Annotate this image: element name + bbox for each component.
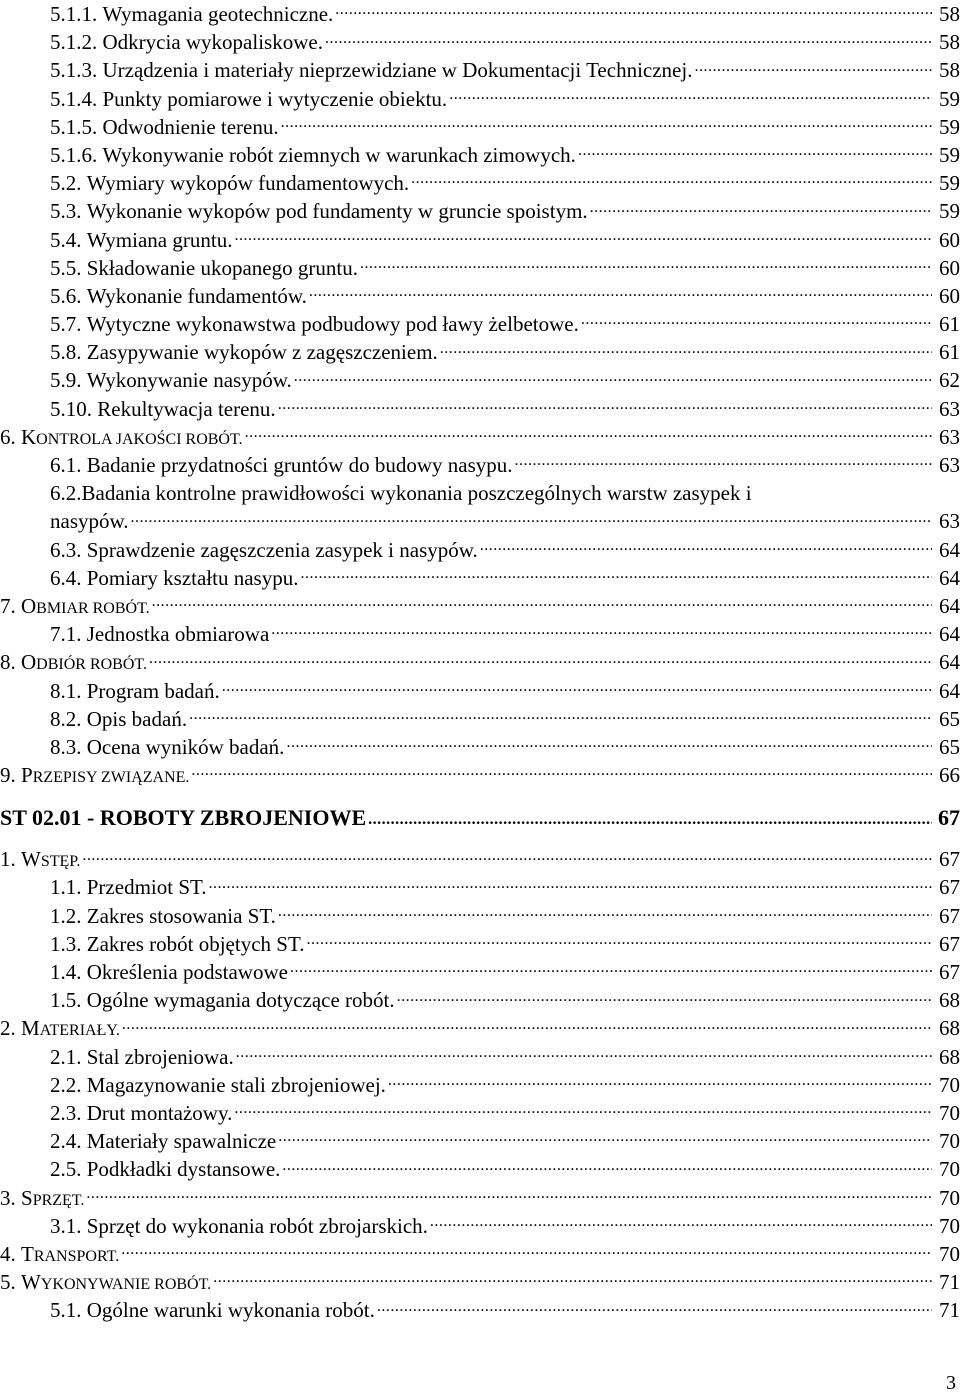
toc-entry[interactable] — [0, 141, 960, 169]
dot-leader — [278, 902, 932, 923]
toc-entry[interactable] — [0, 197, 960, 225]
toc-entry-title: Wykonywanie robót ziemnych w warunkach zimowych. — [102, 142, 576, 167]
toc-entry-title-initial: K — [21, 424, 37, 449]
toc-entry-number: 2.3. — [50, 1100, 82, 1125]
toc-entry-title: nasypów. — [50, 509, 129, 534]
toc-entry-page: 70 — [939, 1072, 960, 1097]
toc-entry-line — [0, 930, 960, 958]
toc-entry-title — [21, 648, 147, 679]
toc-entry-title: Stal zbrojeniowa. — [86, 1044, 234, 1069]
toc-entry-line — [0, 873, 960, 901]
toc-entry[interactable] — [0, 902, 960, 930]
toc-entry-page: 59 — [939, 199, 960, 224]
toc-entry-line — [0, 226, 960, 254]
toc-entry[interactable] — [0, 113, 960, 141]
toc-entry-title-initial: T — [21, 1241, 34, 1266]
toc-entry-title: Punkty pomiarowe i wytyczenie obiektu. — [102, 86, 448, 111]
toc-entry[interactable] — [0, 85, 960, 113]
toc-entry-page: 71 — [939, 1298, 960, 1323]
toc-entry-line — [0, 733, 960, 761]
toc-entry-number: 5.7. — [50, 312, 82, 337]
toc-entry[interactable] — [0, 986, 960, 1014]
toc-entry-title: Wymiana gruntu. — [86, 227, 233, 252]
toc-entry-number: 6.3. — [50, 537, 82, 562]
toc-entry-page: 67 — [939, 931, 960, 956]
toc-entry-line — [0, 310, 960, 338]
toc-entry-title: Sprzęt do wykonania robót zbrojarskich. — [86, 1213, 428, 1238]
toc-entry-line — [0, 169, 960, 197]
dot-leader — [578, 141, 932, 162]
toc-entry-page: 70 — [939, 1241, 960, 1266]
toc-entry[interactable] — [0, 451, 960, 479]
toc-entry-title-initial: P — [21, 763, 33, 788]
toc-entry-title: Ocena wyników badań. — [86, 734, 285, 759]
toc-entry[interactable] — [0, 282, 960, 310]
toc-entry-title: Urządzenia i materiały nieprzewidziane w Dokumentacji Technicznej. — [102, 58, 693, 83]
toc-entry-number: 6. — [0, 424, 16, 449]
toc-entry-number: 9. — [0, 763, 16, 788]
toc-entry-page: 59 — [939, 86, 960, 111]
toc-entry-line — [0, 197, 960, 225]
dot-leader — [82, 845, 932, 866]
toc-entry[interactable] — [0, 1184, 960, 1212]
dot-leader — [189, 705, 932, 726]
dot-leader — [245, 423, 932, 444]
dot-leader — [440, 338, 932, 359]
toc-entry-page: 67 — [939, 847, 960, 872]
toc-entry-page: 62 — [939, 368, 960, 393]
toc-entry[interactable] — [0, 930, 960, 958]
toc-entry-number: 5.3. — [50, 199, 82, 224]
toc-entry[interactable] — [0, 338, 960, 366]
toc-entry-page: 64 — [939, 650, 960, 675]
toc-entry-number: 5.4. — [50, 227, 82, 252]
toc-entry[interactable] — [0, 564, 960, 592]
toc-entry[interactable] — [0, 958, 960, 986]
toc-entry-title-rest: BMIAR ROBÓT. — [36, 599, 150, 617]
toc-entry-page: 68 — [939, 1016, 960, 1041]
toc-entry-number: 5.10. — [50, 396, 92, 421]
toc-entry-title: Określenia podstawowe — [86, 960, 288, 984]
toc-entry-line — [0, 845, 960, 876]
dot-leader — [278, 395, 932, 416]
toc-entry-line — [0, 85, 960, 113]
toc-entry-page: 59 — [939, 142, 960, 167]
toc-entry-page: 66 — [939, 763, 960, 788]
toc-entry[interactable] — [0, 1099, 960, 1127]
toc-entry-number: 5.6. — [50, 283, 82, 308]
toc-entry-title: Pomiary kształtu nasypu. — [86, 565, 299, 590]
toc-entry[interactable] — [0, 479, 960, 535]
toc-entry-line — [0, 1127, 960, 1155]
page-number: 3 — [946, 1372, 956, 1394]
toc-entry-title: Wymiary wykopów fundamentowych. — [86, 171, 410, 196]
toc-entry-number: 6.2. — [50, 481, 82, 506]
toc-entry-title: Ogólne wymagania dotyczące robót. — [86, 988, 395, 1013]
toc-entry-title: Ogólne warunki wykonania robót. — [86, 1298, 375, 1323]
toc-entry-title: Odkrycia wykopaliskowe. — [102, 30, 323, 55]
toc-entry-title-initial: O — [21, 650, 37, 675]
toc-entry-title — [21, 1240, 119, 1271]
toc-entry-number: 8.2. — [50, 706, 82, 731]
toc-entry-number: 5. — [0, 1270, 16, 1295]
toc-entry[interactable] — [0, 1155, 960, 1183]
toc-entry-title: Odwodnienie terenu. — [102, 114, 279, 139]
dot-leader — [368, 803, 932, 825]
toc-entry-number: 7. — [0, 593, 16, 618]
toc-entry[interactable] — [0, 761, 960, 789]
dot-leader — [191, 761, 932, 782]
dot-leader — [271, 620, 932, 641]
toc-entry-title: Rekultywacja terenu. — [97, 396, 276, 421]
dot-leader — [480, 536, 932, 557]
toc-entry-title-rest: ONTROLA JAKOŚCI ROBÓT. — [36, 430, 243, 448]
toc-entry-number: 8. — [0, 650, 16, 675]
dot-leader — [411, 169, 932, 190]
toc-entry-line — [0, 536, 960, 564]
toc-entry-page: 63 — [939, 453, 960, 477]
toc-entry-line — [0, 677, 960, 705]
dot-leader — [122, 1014, 932, 1035]
dot-leader — [281, 113, 932, 134]
toc-entry-line — [0, 423, 960, 454]
toc-entry-title: Opis badań. — [86, 706, 188, 731]
toc-entry-number: 5.1.6. — [50, 142, 98, 167]
toc-entry-title — [21, 761, 189, 792]
dot-leader — [309, 282, 932, 303]
toc-entry[interactable] — [0, 592, 960, 620]
toc-entry-number: 5.1.2. — [50, 30, 98, 55]
toc-entry-number: 2.4. — [50, 1129, 82, 1154]
toc-entry-page: 64 — [939, 565, 960, 590]
toc-entry-line — [0, 592, 960, 623]
toc-entry-page: 67 — [939, 960, 960, 984]
toc-entry-number: 5.1. — [50, 1298, 82, 1323]
toc-entry-page: 67 — [939, 903, 960, 928]
dot-leader — [581, 310, 932, 331]
toc-entry-page: 71 — [939, 1270, 960, 1295]
dot-leader — [360, 254, 932, 275]
toc-entry-line — [0, 395, 960, 423]
toc-entry-page: 70 — [939, 1129, 960, 1154]
toc-entry-line — [0, 1099, 960, 1127]
toc-entry-number: 5.1.1. — [50, 2, 98, 26]
toc-entry-number: 1.1. — [50, 875, 82, 900]
toc-entry-title — [21, 423, 243, 454]
dot-leader — [300, 564, 932, 585]
toc-entry[interactable] — [0, 1268, 960, 1296]
section-header-page: 67 — [938, 805, 960, 831]
dot-leader — [121, 1240, 932, 1261]
dot-leader — [335, 0, 932, 21]
dot-leader — [377, 1296, 932, 1317]
toc-entry-page: 70 — [939, 1100, 960, 1125]
toc-entry-line — [0, 113, 960, 141]
toc-entry[interactable] — [0, 310, 960, 338]
toc-entry-page: 59 — [939, 171, 960, 196]
toc-entry-line — [0, 479, 960, 507]
toc-entry-number: 5.2. — [50, 171, 82, 196]
toc-entry-page: 58 — [939, 2, 960, 26]
toc-entry-number: 8.1. — [50, 678, 82, 703]
toc-entry-page: 70 — [939, 1157, 960, 1182]
dot-leader — [234, 1099, 932, 1120]
toc-entry-number: 1.5. — [50, 988, 82, 1013]
toc-entry-page: 65 — [939, 734, 960, 759]
toc-entry-line — [0, 564, 960, 592]
toc-entry-page: 68 — [939, 988, 960, 1013]
toc-entry-number: 3.1. — [50, 1213, 82, 1238]
toc-entry-page: 60 — [939, 255, 960, 280]
toc-entry-page: 61 — [939, 340, 960, 365]
dot-leader — [286, 733, 932, 754]
toc-entry-page: 64 — [939, 622, 960, 647]
toc-entry-title — [21, 1184, 84, 1215]
dot-leader — [294, 366, 932, 387]
dot-leader — [515, 451, 932, 472]
toc-entry-title: Jednostka obmiarowa — [86, 622, 270, 647]
toc-entry-line — [0, 56, 960, 84]
toc-entry-number: 6.1. — [50, 453, 82, 477]
dot-leader — [282, 1155, 932, 1176]
toc-entry-number: 5.8. — [50, 340, 82, 365]
dot-leader — [590, 197, 932, 218]
toc-entry-line — [0, 1212, 960, 1240]
toc-entry-page: 70 — [939, 1213, 960, 1238]
toc-entry-title — [21, 845, 80, 876]
toc-entry-number: 6.4. — [50, 565, 82, 590]
toc-entry[interactable] — [0, 648, 960, 676]
toc-entry-title: Podkładki dystansowe. — [86, 1157, 281, 1182]
toc-entry[interactable] — [0, 56, 960, 84]
toc-entry-line — [0, 141, 960, 169]
toc-entry-title: Sprawdzenie zagęszczenia zasypek i nasypów. — [86, 537, 478, 562]
toc-entry-title-rest: RANSPORT. — [33, 1247, 120, 1265]
toc-entry-line — [0, 902, 960, 930]
toc-entry[interactable] — [0, 395, 960, 423]
toc-entry-line — [0, 1296, 960, 1324]
toc-entry[interactable] — [0, 1296, 960, 1324]
toc-entry-line — [0, 986, 960, 1014]
toc-entry-line — [0, 507, 960, 535]
toc-entry-title: Badania kontrolne prawidłowości wykonania poszczególnych warstw zasypek i — [81, 481, 752, 506]
toc-entry-number: 2.5. — [50, 1157, 82, 1182]
toc-entry-line — [0, 958, 960, 986]
toc-entry[interactable] — [0, 169, 960, 197]
toc-entry[interactable] — [0, 873, 960, 901]
dot-leader — [397, 986, 932, 1007]
toc-entry-number: 4. — [0, 1241, 16, 1266]
toc-entry[interactable] — [0, 423, 960, 451]
toc-entry-page: 60 — [939, 227, 960, 252]
toc-entry-page: 68 — [939, 1044, 960, 1069]
toc-entry-number: 1.2. — [50, 903, 82, 928]
toc-entry[interactable] — [0, 28, 960, 56]
toc-entry-page: 63 — [939, 509, 960, 534]
toc-entry-title: Wykonywanie nasypów. — [86, 368, 292, 393]
toc-entry[interactable] — [0, 254, 960, 282]
toc-entry-page: 70 — [939, 1185, 960, 1210]
toc-entry-page: 64 — [939, 678, 960, 703]
toc-entry-page: 63 — [939, 424, 960, 449]
toc-entry-line — [0, 1043, 960, 1071]
dot-leader — [86, 1184, 932, 1205]
dot-leader — [388, 1071, 932, 1092]
toc-entry-line — [0, 366, 960, 394]
toc-entry-number: 5.5. — [50, 255, 82, 280]
toc-entry-number: 5.1.5. — [50, 114, 98, 139]
toc-entry-title: Program badań. — [86, 678, 220, 703]
dot-leader — [694, 56, 932, 77]
toc-entry-title: Zasypywanie wykopów z zagęszczeniem. — [86, 340, 438, 365]
toc-entry-page: 61 — [939, 312, 960, 337]
toc-entry-number: 8.3. — [50, 734, 82, 759]
toc-entry[interactable] — [0, 0, 960, 28]
toc-entry-title: Zakres robót objętych ST. — [86, 931, 305, 956]
toc-entry-title-rest: RZEPISY ZWIĄZANE. — [32, 769, 190, 787]
section-header[interactable] — [0, 789, 960, 845]
toc-entry-title: Drut montażowy. — [86, 1100, 233, 1125]
toc-entry[interactable] — [0, 1127, 960, 1155]
toc-entry[interactable] — [0, 620, 960, 648]
toc-entry-number: 3. — [0, 1185, 16, 1210]
toc-entry-page: 65 — [939, 706, 960, 731]
toc-entry-number: 2.1. — [50, 1044, 82, 1069]
toc-entry-page: 59 — [939, 114, 960, 139]
toc-entry-line — [0, 761, 960, 792]
toc-entry-title: Zakres stosowania ST. — [86, 903, 276, 928]
toc-entry[interactable] — [0, 536, 960, 564]
dot-leader — [149, 648, 932, 669]
toc-entry-line — [0, 1155, 960, 1183]
toc-entry-title: Magazynowanie stali zbrojeniowej. — [86, 1072, 386, 1097]
toc-entry-line — [0, 620, 960, 648]
toc-entry-line — [0, 451, 960, 479]
toc-entry-title: Wytyczne wykonawstwa podbudowy pod ławy żelbetowe. — [86, 312, 579, 337]
dot-leader — [234, 226, 932, 247]
dot-leader — [236, 1043, 932, 1064]
dot-leader — [131, 507, 932, 528]
dot-leader — [278, 1127, 932, 1148]
toc-entry-line — [0, 28, 960, 56]
toc-entry-title: Wykonanie wykopów pod fundamenty w gruncie spoistym. — [86, 199, 588, 224]
toc-entry[interactable] — [0, 1071, 960, 1099]
toc-entry-title: Wymagania geotechniczne. — [102, 2, 334, 26]
dot-leader — [325, 28, 932, 49]
toc-entry-page: 58 — [939, 30, 960, 55]
toc-entry-line — [0, 1071, 960, 1099]
toc-entry-title — [21, 1014, 120, 1045]
toc-entry-line — [0, 705, 960, 733]
toc-entry-line — [0, 648, 960, 679]
section-header-title: ST 02.01 - ROBOTY ZBROJENIOWE — [0, 805, 367, 831]
toc-entry[interactable] — [0, 733, 960, 761]
toc-entry-title-rest: ATERIAŁY. — [39, 1022, 120, 1040]
toc-entry[interactable] — [0, 845, 960, 873]
toc-entry-title-initial: W — [21, 847, 41, 872]
toc-entry-number: 5.1.4. — [50, 86, 98, 111]
toc-entry-title-rest: DBIÓR ROBÓT. — [36, 656, 147, 674]
dot-leader — [152, 592, 932, 613]
toc-entry-title-initial: O — [21, 593, 37, 618]
toc-entry-number: 1.4. — [50, 960, 82, 984]
section-header-line — [0, 803, 960, 831]
toc-entry-page: 67 — [939, 875, 960, 900]
toc-entry-page: 60 — [939, 283, 960, 308]
toc-entry-title: Badanie przydatności gruntów do budowy nasypu. — [86, 453, 513, 477]
toc-entry[interactable] — [0, 1014, 960, 1042]
toc-entry-title — [21, 1268, 211, 1299]
toc-entry-title-initial: M — [21, 1016, 40, 1041]
toc-entry-number: 5.9. — [50, 368, 82, 393]
toc-entry-title: Materiały spawalnicze — [86, 1129, 277, 1154]
toc-entry[interactable] — [0, 1212, 960, 1240]
toc-entry-title-initial: W — [21, 1270, 41, 1295]
toc-entry[interactable] — [0, 366, 960, 394]
toc-entry-line — [0, 1240, 960, 1271]
dot-leader — [306, 930, 932, 951]
toc-entry[interactable] — [0, 1043, 960, 1071]
toc-entry[interactable] — [0, 1240, 960, 1268]
toc-entry-number: 5.1.3. — [50, 58, 98, 83]
toc-entry-line — [0, 1184, 960, 1215]
toc-entry-title: Składowanie ukopanego gruntu. — [86, 255, 358, 280]
toc-entry-line — [0, 254, 960, 282]
toc-entry-title-rest: PRZĘT. — [32, 1191, 85, 1209]
toc-entry-number: 2. — [0, 1016, 16, 1041]
toc-entry-number: 7.1. — [50, 622, 82, 647]
toc-entry-line — [0, 1268, 960, 1299]
toc-entry-line — [0, 338, 960, 366]
toc-entry-title — [21, 592, 150, 623]
toc-entry-number: 1. — [0, 847, 16, 872]
toc-entry-title: Wykonanie fundamentów. — [86, 283, 307, 308]
toc-entry-title: Przedmiot ST. — [86, 875, 207, 900]
dot-leader — [290, 958, 932, 979]
toc-entry-number: 1.3. — [50, 931, 82, 956]
dot-leader — [430, 1212, 932, 1233]
toc-entry-page: 64 — [939, 537, 960, 562]
dot-leader — [213, 1268, 932, 1289]
toc-entry-title-rest: STĘP. — [40, 853, 81, 871]
dot-leader — [209, 873, 932, 894]
toc-entry[interactable] — [0, 705, 960, 733]
toc-entry-line — [0, 1014, 960, 1045]
toc-entry-number: 2.2. — [50, 1072, 82, 1097]
toc-entry-page: 63 — [939, 396, 960, 421]
dot-leader — [449, 85, 932, 106]
toc-entry-page: 64 — [939, 593, 960, 618]
toc-entry-title-initial: S — [21, 1185, 33, 1210]
toc-entry-line — [0, 282, 960, 310]
toc-entry-line — [0, 0, 960, 28]
toc-entry-page: 58 — [939, 58, 960, 83]
toc-entry[interactable] — [0, 226, 960, 254]
toc-entry[interactable] — [0, 677, 960, 705]
toc-entry-title-rest: YKONYWANIE ROBÓT. — [40, 1276, 212, 1294]
dot-leader — [222, 677, 932, 698]
